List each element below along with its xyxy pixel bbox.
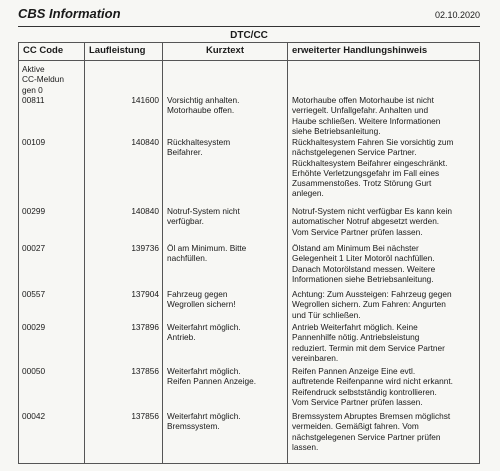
mileage: 137856 — [131, 411, 159, 421]
extended-hint: Ölstand am Minimum Bei nächster Gelegenheit 1 Liter Motoröl nachfüllen. Danach Motorölstand messen. Weitere Informationen siehe Betriebsanleitung. — [292, 243, 436, 284]
short-text: Weiterfahrt möglich. Bremssystem. — [167, 411, 241, 432]
cc-code: 00109 — [22, 137, 46, 147]
mileage: 137904 — [131, 289, 159, 299]
section-title: DTC/CC — [230, 30, 268, 41]
cc-code: 00042 — [22, 411, 46, 421]
short-text: Öl am Minimum. Bitte nachfüllen. — [167, 243, 247, 264]
extended-hint: Bremssystem Abruptes Bremsen möglichst vermeiden. Gemäßigt fahren. Vom nächstgelegenen Service Partner prüfen lassen. — [292, 411, 451, 452]
mileage: 140840 — [131, 137, 159, 147]
mileage: 137856 — [131, 366, 159, 376]
short-text: Vorsichtig anhalten. Motorhaube offen. — [167, 95, 240, 116]
mileage: 141600 — [131, 95, 159, 105]
cc-code: 00027 — [22, 243, 46, 253]
mileage: 140840 — [131, 206, 159, 216]
mileage: 137896 — [131, 322, 159, 332]
short-text: Notruf-System nicht verfügbar. — [167, 206, 240, 227]
cc-code: 00050 — [22, 366, 46, 376]
mileage: 139736 — [131, 243, 159, 253]
document-header — [18, 6, 480, 26]
column-divider — [287, 60, 288, 463]
column-divider — [162, 60, 163, 463]
document-date: 02.10.2020 — [434, 10, 480, 20]
column-header-kurztext: Kurztext — [163, 43, 288, 60]
cc-code: 00299 — [22, 206, 46, 216]
column-header-cc-code: CC Code — [19, 43, 85, 60]
column-header-handlungshinweis: erweiterter Handlungshinweis — [292, 45, 428, 56]
extended-hint: Notruf-System nicht verfügbar Es kann kein automatischer Notruf abgesetzt werden. Vom Service Partner prüfen lassen. — [292, 206, 453, 237]
column-divider — [84, 60, 85, 463]
extended-hint: Achtung: Zum Aussteigen: Fahrzeug gegen Wegrollen sichern. Zum Fahren: Angurten und Tür schließen. — [292, 289, 452, 320]
active-cc-messages-label: Aktive CC-Meldun gen 0 — [22, 64, 64, 95]
cc-code: 00029 — [22, 322, 46, 332]
cc-code: 00811 — [22, 95, 45, 105]
short-text: Rückhaltesystem Beifahrer. — [167, 137, 231, 158]
extended-hint: Reifen Pannen Anzeige Eine evtl. auftretende Reifenpanne wird nicht erkannt. Reifendruck selbstständig kontrollieren. Vom Service Partner prüfen lassen. — [292, 366, 453, 407]
extended-hint: Rückhaltesystem Fahren Sie vorsichtig zum nächstgelegenen Service Partner. Rückhaltesystem Beifahrer eingeschränkt. Erhöhte Verletzungsgefahr im Fall eines Zusammenstoßes. Trotz Störung Gurt anlegen. — [292, 137, 454, 199]
dtc-table — [18, 42, 480, 464]
short-text: Weiterfahrt möglich. Reifen Pannen Anzeige. — [167, 366, 257, 387]
column-header-laufleistung: Laufleistung — [85, 43, 163, 60]
table-header — [19, 43, 479, 61]
short-text: Weiterfahrt möglich. Antrieb. — [167, 322, 241, 343]
header-divider — [18, 26, 480, 27]
extended-hint: Antrieb Weiterfahrt möglich. Keine Pannenhilfe nötig. Antriebsleistung reduziert. Termin mit dem Service Partner vereinbaren. — [292, 322, 445, 363]
document-title: CBS Information — [18, 6, 121, 21]
cc-code: 00557 — [22, 289, 46, 299]
extended-hint: Motorhaube offen Motorhaube ist nicht verriegelt. Unfallgefahr. Anhalten und Haube schließen. Weitere Informationen siehe Betriebsanleitung. — [292, 95, 441, 136]
short-text: Fahrzeug gegen Wegrollen sichern! — [167, 289, 236, 310]
